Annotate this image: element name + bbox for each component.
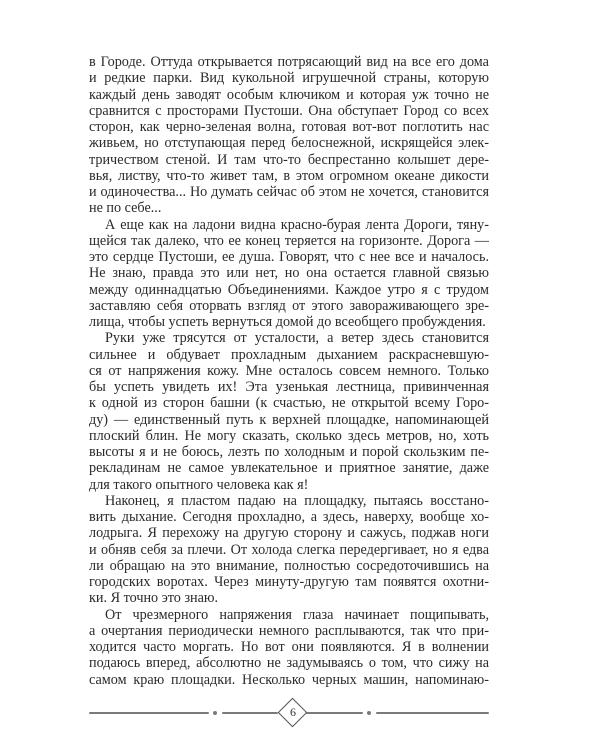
text-line: живьем, но отступающая перед белоснежной, искрящейся элек-: [89, 135, 489, 152]
ornament-rule: [305, 712, 363, 714]
ornament-rule: [222, 712, 278, 714]
text-line: не по себе...: [89, 200, 162, 217]
text-line: вить дыхание. Сегодня прохладно, а здесь, наверху, вообще хо-: [89, 509, 489, 525]
text-line: Наконец, я пластом падаю на площадку, пытаясь восстано-: [105, 492, 489, 509]
text-line: в Городе. Оттуда открывается потрясающий вид на все его дома: [89, 54, 489, 70]
text-line: ду) — единственный путь к верхней площадке, напоминающей: [89, 411, 489, 428]
text-line: заставляю себя оторвать взгляд от этого завораживающего зре-: [89, 297, 489, 314]
text-line: каждый день заводят особым ключиком и которая уж точно не: [89, 86, 489, 103]
text-line: сильнее и обдувает прохладным дыханием раскрасневшую-: [89, 346, 489, 363]
text-line: для такого опытного человека как я!: [89, 476, 309, 493]
text-line: и одиночества... Но думать сейчас об этом не хочется, становится: [89, 184, 489, 200]
text-line: лища, чтобы успеть вернуться домой до всеобщего пробуждения.: [89, 314, 486, 330]
page-number: 6: [290, 705, 296, 719]
body-text: [89, 54, 489, 688]
ornament-rule: [376, 712, 489, 714]
paragraph: [89, 217, 489, 331]
text-line: ся от напряжения кожу. Мне осталось совсем немного. Только: [89, 362, 489, 379]
text-line: Не знаю, правда это или нет, но она остается главной связью: [89, 265, 489, 282]
text-line: тричеством стеной. И там что-то беспрестанно колышет дере-: [89, 151, 489, 168]
text-line: ки. Я точно это знаю.: [89, 590, 219, 607]
paragraph: [89, 54, 489, 217]
text-line: От чрезмерного напряжения глаза начинает пощипывать,: [105, 606, 489, 623]
text-line: сторон, как черно-зеленая волна, готовая вот-вот поглотить нас: [89, 119, 489, 135]
text-line: А еще как на ладони видна красно-бурая лента Дороги, тяну-: [105, 216, 489, 233]
text-line: это сердце Пустоши, ее душа. Говорят, что с нее все и началось.: [89, 249, 489, 265]
text-line: высоты я и не боюсь, лезть по холодным и порой скользким пе-: [89, 444, 489, 460]
paragraph: [89, 493, 489, 607]
text-line: самом краю площадки. Несколько черных машин, напоминаю-: [89, 671, 489, 688]
paragraph: [89, 607, 489, 688]
text-line: и обняв себя за плечи. От холода слегка передергивает, но я едва: [89, 541, 489, 558]
text-line: ходится часто моргать. Но вот они появляются. Я в волнении: [89, 639, 489, 655]
text-line: городских воротах. Через минуту-другую там появятся охотни-: [89, 574, 489, 590]
text-line: лодрыга. Я перехожу на другую сторону и сажусь, поджав ноги: [89, 525, 489, 542]
ornament-dot: [367, 711, 371, 715]
text-line: сравнится с просторами Пустоши. Она обступает Город со всех: [89, 102, 489, 119]
paragraph: [89, 330, 489, 493]
text-line: бы успеть увидеть их! Эта узенькая лестница, привинченная: [89, 379, 489, 395]
text-line: Руки уже трясутся от усталости, а ветер здесь становится: [105, 330, 489, 347]
text-line: ли обращаю на это внимание, полностью сосредоточившись на: [89, 557, 489, 574]
text-line: и редкие парки. Вид кукольной игрушечной страны, которую: [89, 70, 489, 87]
text-line: между одиннадцатью Объединениями. Каждое утро я с трудом: [89, 281, 489, 298]
text-line: подаюсь вперед, абсолютно не задумываясь о том, что сижу на: [89, 655, 489, 672]
ornament-dot: [213, 711, 217, 715]
ornament-rule: [89, 712, 209, 714]
text-line: а очертания периодически немного расплываются, так что при-: [89, 622, 489, 639]
text-line: вья, листву, что-то живет там, в этом огромном океане дикости: [89, 167, 489, 184]
text-line: к одной из сторон башни (к счастью, не открытой всему Горо-: [89, 395, 489, 412]
page-footer-ornament: [89, 700, 489, 726]
text-line: щейся так далеко, что ее конец теряется на горизонте. Дорога —: [89, 232, 489, 249]
text-line: плоский блин. Не могу сказать, сколько здесь метров, но, хоть: [89, 427, 489, 444]
text-line: рекладинам не самое увлекательное и приятное занятие, даже: [89, 460, 489, 477]
